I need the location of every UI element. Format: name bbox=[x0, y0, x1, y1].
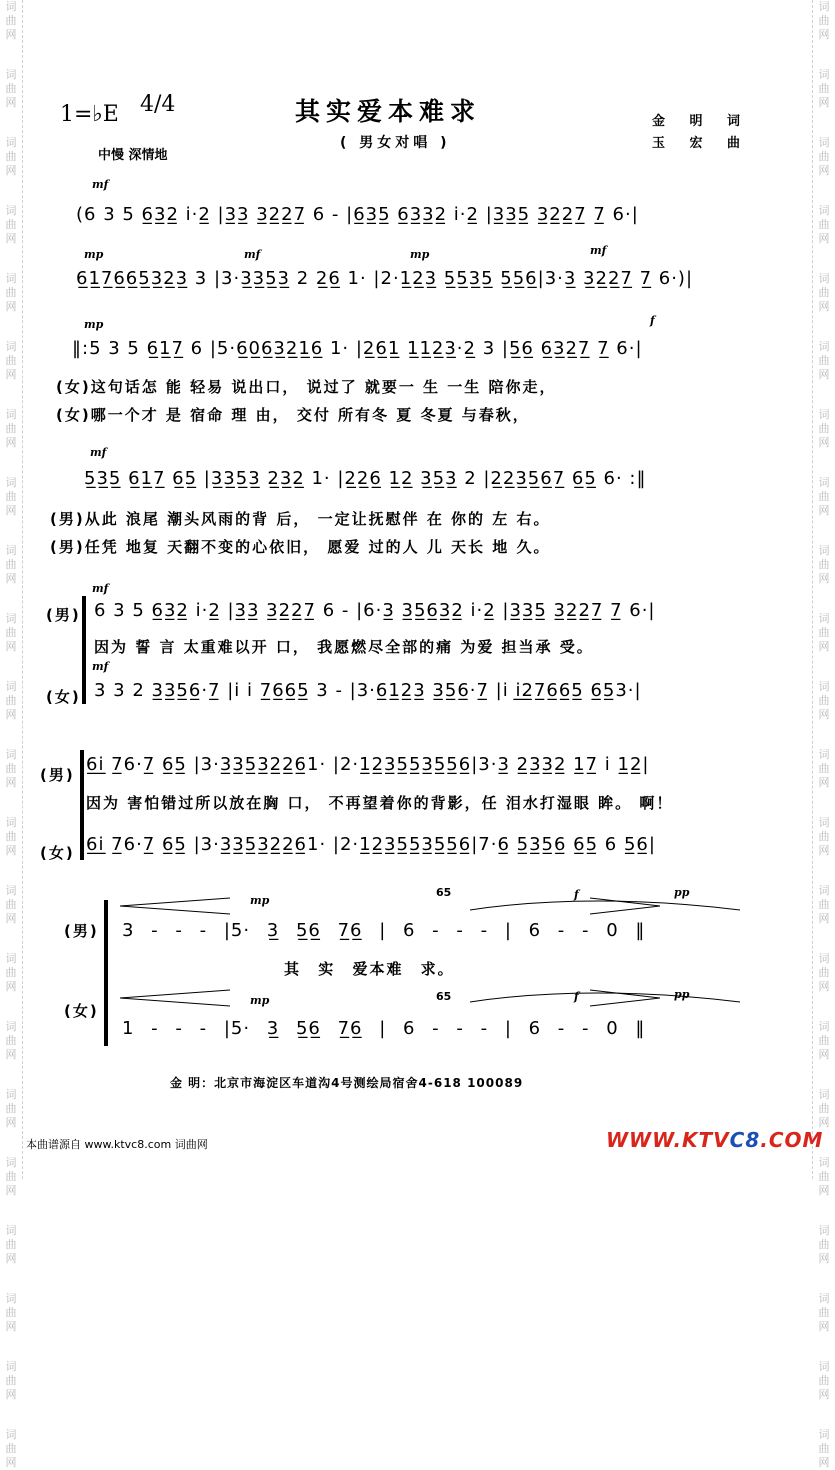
watermark-char: 曲 bbox=[5, 286, 17, 299]
female-voice-label: (女) bbox=[64, 1002, 99, 1020]
dynamic-mark: pp bbox=[674, 886, 690, 899]
song-title: 其实爱本难求 bbox=[295, 97, 482, 126]
watermark-char: 词 bbox=[818, 1360, 830, 1373]
watermark-char: 词 bbox=[5, 748, 17, 761]
watermark-char: 网 bbox=[818, 776, 830, 789]
dynamic-mark: mf bbox=[92, 582, 109, 595]
watermark-char: 网 bbox=[5, 844, 17, 857]
watermark-char: 词 bbox=[818, 612, 830, 625]
watermark-char: 词 bbox=[5, 544, 17, 557]
watermark-char: 网 bbox=[818, 1252, 830, 1265]
watermark-char: 词 bbox=[818, 68, 830, 81]
watermark-char: 词 bbox=[818, 0, 830, 13]
watermark-char: 曲 bbox=[818, 694, 830, 707]
dynamic-mark: mf bbox=[92, 660, 109, 673]
watermark-char: 曲 bbox=[818, 762, 830, 775]
watermark-char: 曲 bbox=[818, 1034, 830, 1047]
dynamic-mark: mf bbox=[244, 248, 261, 261]
watermark-char: 网 bbox=[5, 436, 17, 449]
female-voice-label: (女) bbox=[40, 844, 75, 862]
male-lyric-duet-1: 因为 誓 言 太重难以开 口， 我愿燃尽全部的痛 为爱 担当承 受。 bbox=[94, 638, 594, 656]
watermark-char: 网 bbox=[818, 1116, 830, 1129]
notation-line-2: 6̲1̲7̲6̲6̲5̲3̲2̲3̲ 3 |3·3̲3̲5̲3̲ 2 2̲6̲ 1· |2·1̲2̲3̲ 5̲5̲3̲5̲ 5̲5̲6̲|3·3̲ 3̲2̲2̲7̲ 7̲ 6·)| bbox=[76, 268, 694, 289]
female-notation-ending: 1 - - - |5· 3̲ 5̲6̲ 7̲6̲ | 6 - - - | 6 - - 0 ‖ bbox=[122, 1018, 646, 1039]
watermark-char: 网 bbox=[5, 368, 17, 381]
male-lyric-ending: 其 实 爱本难 求。 bbox=[284, 960, 455, 978]
watermark-char: 词 bbox=[5, 1156, 17, 1169]
male-voice-label: (男) bbox=[40, 766, 75, 784]
lyric-line-female-1: (女)这句话怎 能 轻易 说出口， 说过了 就要一 生 一生 陪你走， bbox=[56, 378, 557, 396]
site-logo bbox=[606, 1128, 823, 1152]
key-signature: 1=♭E bbox=[60, 102, 119, 127]
watermark-char: 曲 bbox=[818, 422, 830, 435]
watermark-char: 网 bbox=[5, 1388, 17, 1401]
dynamic-mark: mf bbox=[590, 244, 607, 257]
watermark-char: 网 bbox=[818, 912, 830, 925]
watermark-char: 曲 bbox=[5, 422, 17, 435]
watermark-char: 网 bbox=[818, 436, 830, 449]
logo-part-b: C8 bbox=[729, 1128, 761, 1152]
dynamic-mark: f bbox=[574, 990, 579, 1003]
source-note: 本曲谱源自 www.ktvc8.com 词曲网 bbox=[26, 1138, 208, 1151]
watermark-char: 网 bbox=[5, 28, 17, 41]
dynamic-mark: mp bbox=[250, 894, 270, 907]
watermark-char: 词 bbox=[5, 1360, 17, 1373]
duet-bracket bbox=[82, 596, 86, 704]
watermark-char: 曲 bbox=[818, 558, 830, 571]
watermark-char: 词 bbox=[818, 476, 830, 489]
female-voice-label: (女) bbox=[46, 688, 81, 706]
notation-line-3: ‖:5 3 5 6̲1̲7̲ 6 |5·6̲0̲6̲3̲2̲1̲6̲ 1· |2̲6̲1̲ 1̲1̲2̲3̲·2̲ 3 |5̲6̲ 6̲3̲2̲7̲ 7̲ 6·| bbox=[72, 338, 643, 359]
watermark-char: 曲 bbox=[5, 1238, 17, 1251]
watermark-char: 曲 bbox=[5, 694, 17, 707]
watermark-char: 词 bbox=[818, 1224, 830, 1237]
watermark-char: 词 bbox=[818, 884, 830, 897]
dynamic-mark: mf bbox=[92, 178, 109, 191]
watermark-char: 词 bbox=[5, 680, 17, 693]
watermark-char: 词 bbox=[5, 476, 17, 489]
watermark-char: 曲 bbox=[5, 1034, 17, 1047]
lyricist-address: 金 明：北京市海淀区车道沟4号测绘局宿舍4-618 100089 bbox=[170, 1076, 524, 1090]
watermark-char: 词 bbox=[818, 816, 830, 829]
watermark-char: 词 bbox=[5, 1224, 17, 1237]
watermark-char: 词 bbox=[818, 1428, 830, 1441]
watermark-char: 曲 bbox=[818, 1102, 830, 1115]
watermark-char: 曲 bbox=[818, 286, 830, 299]
tempo-marking: 中慢 深情地 bbox=[98, 148, 168, 163]
watermark-char: 曲 bbox=[5, 490, 17, 503]
lyric-line-male-1: (男)从此 浪尾 潮头风雨的背 后， 一定让抚慰伴 在 你的 左 右。 bbox=[50, 510, 551, 528]
dynamic-mark: mp bbox=[84, 248, 104, 261]
watermark-char: 曲 bbox=[5, 830, 17, 843]
watermark-char: 曲 bbox=[5, 558, 17, 571]
watermark-char: 网 bbox=[818, 504, 830, 517]
watermark-char: 网 bbox=[818, 1456, 830, 1469]
watermark-char: 词 bbox=[5, 408, 17, 421]
logo-part-a: WWW.KTV bbox=[606, 1128, 730, 1152]
notation-line-1: (6 3 5 6̲3̲2̲ i·2̲ |3̲3̲ 3̲2̲2̲7̲ 6 - |6̲3̲5̲ 6̲3̲3̲2̲ i·2̲ |3̲3̲5̲ 3̲2̲2̲7̲ 7̲ 6·| bbox=[76, 204, 639, 225]
duet-bracket bbox=[80, 750, 84, 860]
male-notation-duet-2: 6̲i̲ 7̲6·7̲ 6̲5̲ |3·3̲3̲5̲3̲2̲2̲6̲1· |2·1̲2̲3̲5̲5̲3̲5̲5̲6̲|3·3̲ 2̲3̲3̲2̲ 1̲7̲ i 1̲2̲| bbox=[86, 754, 650, 775]
composer-credit: 玉 宏 曲 bbox=[652, 136, 751, 151]
watermark-char: 词 bbox=[5, 136, 17, 149]
lyric-line-male-2: (男)任凭 地复 天翻不变的心依旧， 愿爱 过的人 儿 天长 地 久。 bbox=[50, 538, 551, 556]
watermark-char: 网 bbox=[5, 300, 17, 313]
watermark-char: 曲 bbox=[5, 1170, 17, 1183]
ending-bracket bbox=[104, 900, 108, 1046]
watermark-char: 词 bbox=[5, 272, 17, 285]
watermark-char: 曲 bbox=[5, 626, 17, 639]
watermark-char: 曲 bbox=[5, 14, 17, 27]
watermark-char: 词 bbox=[818, 136, 830, 149]
watermark-char: 网 bbox=[818, 28, 830, 41]
watermark-char: 曲 bbox=[5, 1102, 17, 1115]
song-subtitle: ( 男女对唱 ) bbox=[340, 135, 451, 151]
watermark-char: 词 bbox=[818, 1156, 830, 1169]
ending-hairpins-male bbox=[120, 896, 780, 916]
watermark-char: 曲 bbox=[5, 82, 17, 95]
watermark-char: 词 bbox=[818, 272, 830, 285]
watermark-char: 曲 bbox=[5, 218, 17, 231]
watermark-char: 网 bbox=[818, 572, 830, 585]
logo-part-c: .COM bbox=[760, 1128, 824, 1152]
watermark-char: 网 bbox=[5, 164, 17, 177]
watermark-char: 曲 bbox=[818, 898, 830, 911]
watermark-char: 词 bbox=[818, 680, 830, 693]
watermark-char: 网 bbox=[5, 980, 17, 993]
watermark-char: 词 bbox=[818, 1088, 830, 1101]
watermark-char: 曲 bbox=[5, 762, 17, 775]
watermark-char: 词 bbox=[818, 544, 830, 557]
watermark-char: 网 bbox=[818, 1184, 830, 1197]
watermark-char: 词 bbox=[5, 952, 17, 965]
watermark-left bbox=[0, 0, 22, 1469]
watermark-char: 词 bbox=[5, 68, 17, 81]
watermark-char: 网 bbox=[818, 708, 830, 721]
dynamic-mark: pp bbox=[674, 988, 690, 1001]
dynamic-mark: mp bbox=[250, 994, 270, 1007]
watermark-char: 网 bbox=[818, 232, 830, 245]
watermark-char: 词 bbox=[5, 340, 17, 353]
watermark-char: 曲 bbox=[5, 898, 17, 911]
watermark-char: 网 bbox=[5, 776, 17, 789]
watermark-char: 词 bbox=[5, 1428, 17, 1441]
watermark-char: 网 bbox=[5, 1456, 17, 1469]
watermark-char: 曲 bbox=[818, 966, 830, 979]
left-margin-line bbox=[22, 0, 23, 1179]
watermark-char: 网 bbox=[5, 232, 17, 245]
watermark-right bbox=[813, 0, 835, 1469]
watermark-char: 网 bbox=[5, 96, 17, 109]
dynamic-mark: f bbox=[650, 314, 655, 327]
watermark-char: 曲 bbox=[818, 830, 830, 843]
watermark-char: 曲 bbox=[818, 14, 830, 27]
watermark-char: 曲 bbox=[818, 626, 830, 639]
watermark-char: 词 bbox=[5, 612, 17, 625]
watermark-char: 曲 bbox=[5, 1306, 17, 1319]
watermark-char: 网 bbox=[5, 1184, 17, 1197]
watermark-char: 网 bbox=[5, 1252, 17, 1265]
watermark-char: 网 bbox=[818, 300, 830, 313]
watermark-char: 曲 bbox=[818, 1442, 830, 1455]
male-lyric-duet-2: 因为 害怕错过所以放在胸 口， 不再望着你的背影，任 泪水打湿眼 眸。 啊！ bbox=[86, 794, 674, 812]
watermark-char: 词 bbox=[818, 952, 830, 965]
male-notation-ending: 3 - - - |5· 3̲ 5̲6̲ 7̲6̲ | 6 - - - | 6 - - 0 ‖ bbox=[122, 920, 646, 941]
watermark-char: 词 bbox=[5, 1020, 17, 1033]
female-notation-duet-1: 3 3 2 3̲3̲5̲6̲·7̲ |i i 7̲6̲6̲5̲ 3 - |3·6̲1̲2̲3̲ 3̲5̲6̲·7̲ |i i̲2̲7̲6̲6̲5̲ 6̲5̲3·| bbox=[94, 680, 642, 701]
watermark-char: 词 bbox=[5, 1292, 17, 1305]
watermark-char: 曲 bbox=[818, 1306, 830, 1319]
watermark-char: 词 bbox=[818, 1020, 830, 1033]
right-margin-line bbox=[812, 0, 813, 1179]
watermark-char: 词 bbox=[818, 1292, 830, 1305]
watermark-char: 曲 bbox=[5, 1374, 17, 1387]
male-notation-duet-1: 6 3 5 6̲3̲2̲ i·2̲ |3̲3̲ 3̲2̲2̲7̲ 6 - |6·3̲ 3̲5̲6̲3̲2̲ i·2̲ |3̲3̲5̲ 3̲2̲2̲7̲ 7̲ 6·| bbox=[94, 600, 656, 621]
watermark-char: 网 bbox=[5, 572, 17, 585]
watermark-char: 网 bbox=[818, 1048, 830, 1061]
grace-notes: 65 bbox=[436, 886, 452, 899]
watermark-char: 网 bbox=[5, 1320, 17, 1333]
watermark-char: 网 bbox=[818, 96, 830, 109]
watermark-char: 曲 bbox=[818, 218, 830, 231]
watermark-char: 曲 bbox=[818, 1170, 830, 1183]
dynamic-mark: mp bbox=[410, 248, 430, 261]
watermark-char: 曲 bbox=[818, 490, 830, 503]
watermark-char: 网 bbox=[818, 368, 830, 381]
watermark-char: 词 bbox=[5, 884, 17, 897]
watermark-char: 词 bbox=[818, 408, 830, 421]
watermark-char: 曲 bbox=[5, 150, 17, 163]
notation-line-4: 5̲3̲5̲ 6̲1̲7̲ 6̲5̲ |3̲3̲5̲3̲ 2̲3̲2̲ 1· |2̲2̲6̲ 1̲2̲ 3̲5̲3̲ 2 |2̲2̲3̲5̲6̲7̲ 6̲5̲ 6· :‖ bbox=[84, 468, 647, 489]
watermark-char: 网 bbox=[5, 912, 17, 925]
watermark-char: 网 bbox=[818, 844, 830, 857]
grace-notes: 65 bbox=[436, 990, 452, 1003]
watermark-char: 曲 bbox=[818, 1374, 830, 1387]
watermark-char: 词 bbox=[5, 204, 17, 217]
dynamic-mark: f bbox=[574, 888, 579, 901]
watermark-char: 曲 bbox=[5, 966, 17, 979]
watermark-char: 曲 bbox=[5, 1442, 17, 1455]
watermark-char: 词 bbox=[5, 816, 17, 829]
time-signature: 4/4 bbox=[140, 92, 176, 117]
watermark-char: 网 bbox=[818, 640, 830, 653]
watermark-char: 词 bbox=[818, 204, 830, 217]
watermark-char: 曲 bbox=[818, 354, 830, 367]
watermark-char: 网 bbox=[5, 1116, 17, 1129]
watermark-char: 词 bbox=[5, 1088, 17, 1101]
watermark-char: 网 bbox=[5, 504, 17, 517]
watermark-char: 网 bbox=[818, 164, 830, 177]
male-voice-label: (男) bbox=[46, 606, 81, 624]
watermark-char: 网 bbox=[818, 1388, 830, 1401]
watermark-char: 词 bbox=[5, 0, 17, 13]
watermark-char: 网 bbox=[5, 1048, 17, 1061]
watermark-char: 曲 bbox=[818, 150, 830, 163]
watermark-char: 网 bbox=[818, 980, 830, 993]
watermark-char: 词 bbox=[818, 748, 830, 761]
watermark-char: 曲 bbox=[5, 354, 17, 367]
watermark-char: 曲 bbox=[818, 1238, 830, 1251]
lyricist-credit: 金 明 词 bbox=[652, 114, 751, 129]
dynamic-mark: mf bbox=[90, 446, 107, 459]
male-voice-label: (男) bbox=[64, 922, 99, 940]
watermark-char: 网 bbox=[5, 640, 17, 653]
female-notation-duet-2: 6̲i̲ 7̲6·7̲ 6̲5̲ |3·3̲3̲5̲3̲2̲2̲6̲1· |2·1̲2̲3̲5̲5̲3̲5̲5̲6̲|7·6̲ 5̲3̲5̲6̲ 6̲5̲ 6 5̲6̲| bbox=[86, 834, 656, 855]
watermark-char: 词 bbox=[818, 340, 830, 353]
watermark-char: 曲 bbox=[818, 82, 830, 95]
watermark-char: 网 bbox=[5, 708, 17, 721]
lyric-line-female-2: (女)哪一个才 是 宿命 理 由， 交付 所有冬 夏 冬夏 与春秋， bbox=[56, 406, 530, 424]
dynamic-mark: mp bbox=[84, 318, 104, 331]
watermark-char: 网 bbox=[818, 1320, 830, 1333]
